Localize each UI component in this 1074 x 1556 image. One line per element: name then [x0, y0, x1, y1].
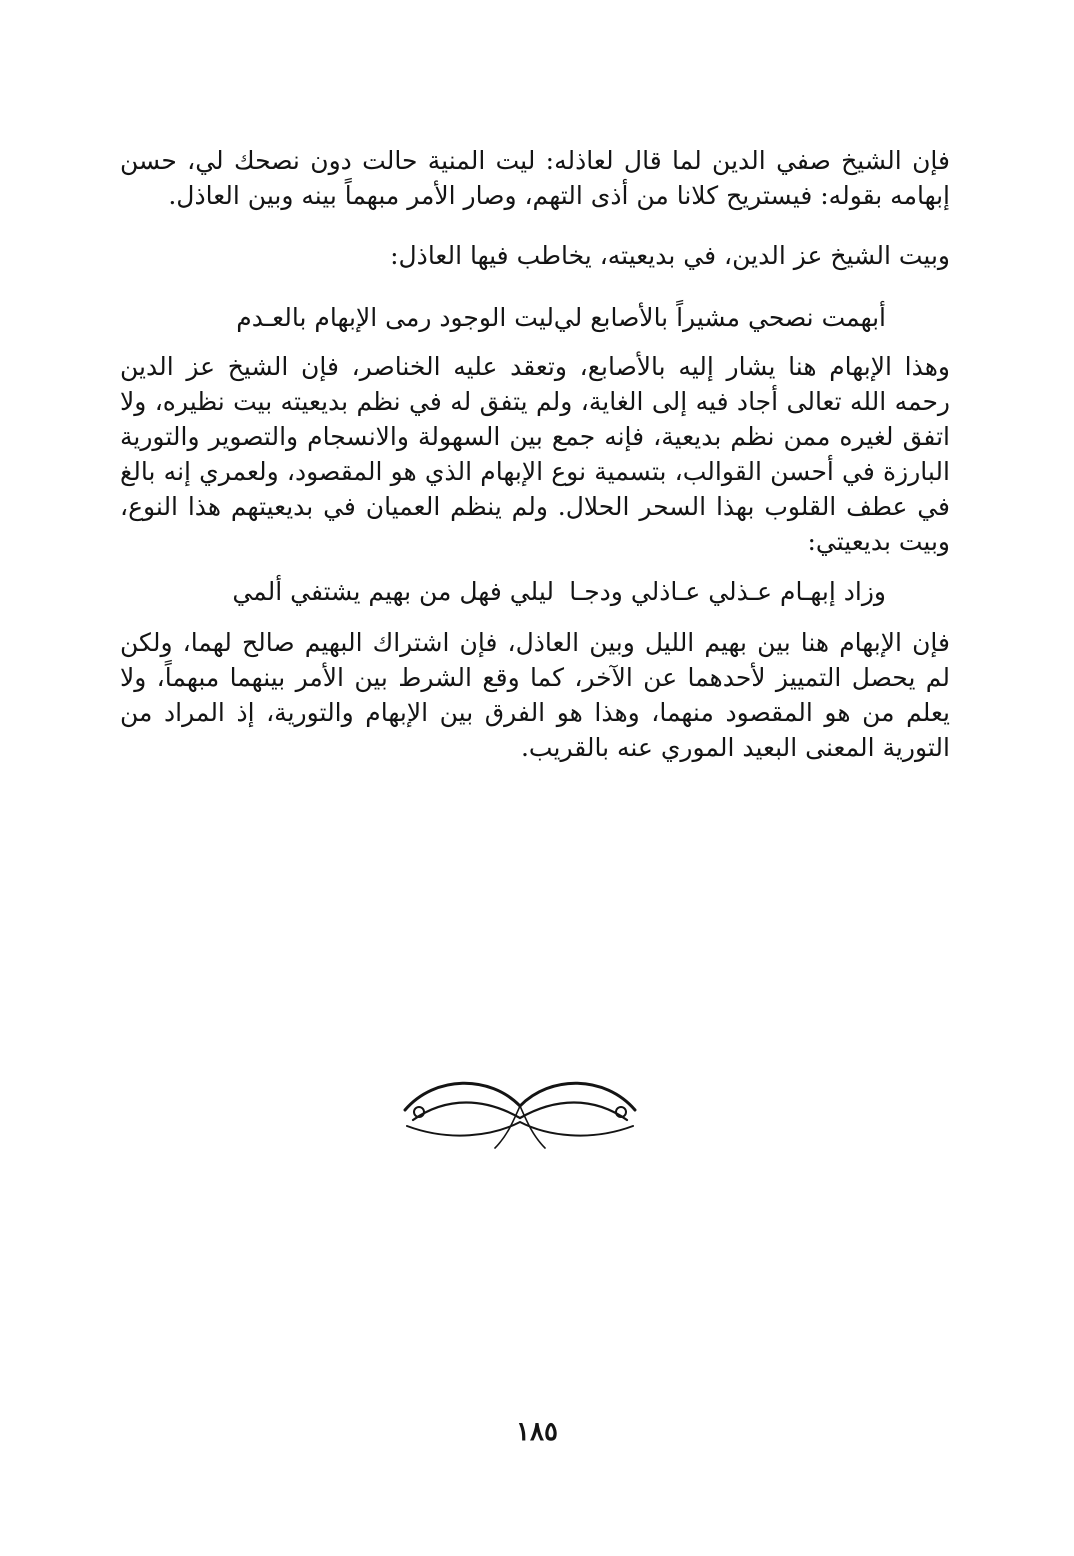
page-number: ١٨٥ [516, 1417, 558, 1447]
verse-2-second-hemistich: ليلي فهل من بهيم يشتفي ألمي [232, 577, 554, 606]
verse-1-first-hemistich: أبهمت نصحي مشيراً بالأصابع لي [553, 303, 886, 332]
paragraph-4: فإن الإبهام هنا بين بهيم الليل وبين العاذل، فإن اشتراك البهيم صالح لهما، ولكن لم يحصل التمييز لأحدهما عن الآخر، كما وقع الشرط بين الأمر بينهما مبهماً، ولا يعلم من هو المقصود منهما، وهذا هو الفرق بين الإبهام والتورية، إذ المراد من التورية المعنى البعيد الموري عنه بالقريب. [120, 628, 950, 762]
paragraph-1: فإن الشيخ صفي الدين لما قال لعاذله: ليت المنية حالت دون نصحك لي، حسن إبهامه بقوله: فيستريح كلانا من أذى التهم، وصار الأمر مبهماً بينه وبين العاذل. [120, 146, 950, 210]
verse-1-second-hemistich: ليت الوجود رمى الإبهام بالعـدم [236, 303, 554, 332]
paragraph-2: وبيت الشيخ عز الدين، في بديعيته، يخاطب فيها العاذل: [390, 241, 950, 270]
decorative-flourish-icon [395, 1070, 645, 1160]
verse-2-first-hemistich: وزاد إبهـام عـذلي عـاذلي ودجـا [569, 577, 886, 606]
paragraph-3: وهذا الإبهام هنا يشار إليه بالأصابع، وتعقد عليه الخناصر، فإن الشيخ عز الدين رحمه الله تعالى أجاد فيه إلى الغاية، ولم يتفق له في نظم بديعيته بيت نظيره، ولا اتفق لغيره ممن نظم بديعية، فإنه جمع بين السهولة والانسجام والتصوير والتورية البارزة في أحسن القوالب، بتسمية نوع الإبهام الذي هو المقصود، ولعمري إنه بالغ في عطف القلوب بهذا السحر الحلال. ولم ينظم العميان في بديعيتهم هذا النوع، وبيت بديعيتي: [120, 352, 950, 556]
